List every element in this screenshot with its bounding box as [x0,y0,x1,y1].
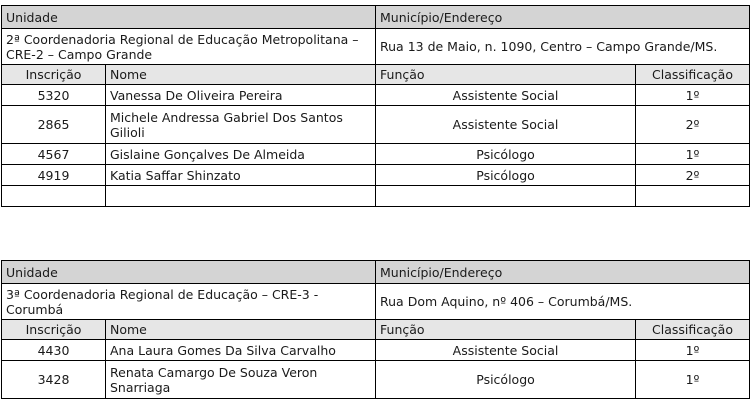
funcao-cell: Assistente Social [376,85,636,106]
nome-cell: Gislaine Gonçalves De Almeida [106,144,376,165]
funcao-cell: Assistente Social [376,340,636,361]
empty-row [2,186,750,207]
table-row [2,144,750,165]
nome-cell: Ana Laura Gomes Da Silva Carvalho [106,340,376,361]
endereco-value: Rua Dom Aquino, nº 406 – Corumbá/MS. [376,284,750,320]
section-table-cre3 [1,260,750,399]
municipio-header: Município/Endereço [376,261,750,284]
table-row [2,106,750,144]
col-funcao: Função [376,320,636,340]
classificacao-cell: 1º [636,361,750,399]
table-row [2,340,750,361]
col-funcao: Função [376,65,636,85]
funcao-cell: Psicólogo [376,165,636,186]
classificacao-cell: 2º [636,165,750,186]
inscricao-cell: 4567 [2,144,106,165]
col-classificacao: Classificação [636,65,750,85]
col-inscricao: Inscrição [2,320,106,340]
funcao-cell: Assistente Social [376,106,636,144]
table-row [2,165,750,186]
inscricao-cell: 4430 [2,340,106,361]
unidade-header: Unidade [2,261,376,284]
table-row [2,361,750,399]
col-inscricao: Inscrição [2,65,106,85]
classificacao-cell: 1º [636,85,750,106]
unidade-header: Unidade [2,6,376,29]
endereco-value: Rua 13 de Maio, n. 1090, Centro – Campo Grande/MS. [376,29,750,65]
inscricao-cell: 2865 [2,106,106,144]
nome-cell: Vanessa De Oliveira Pereira [106,85,376,106]
nome-cell: Renata Camargo De Souza Veron Snarriaga [106,361,376,399]
table-row [2,85,750,106]
funcao-cell: Psicólogo [376,361,636,399]
col-classificacao: Classificação [636,320,750,340]
classificacao-cell: 1º [636,144,750,165]
unidade-value: 3ª Coordenadoria Regional de Educação – CRE-3 - Corumbá [2,284,376,320]
funcao-cell: Psicólogo [376,144,636,165]
classificacao-cell: 2º [636,106,750,144]
municipio-header: Município/Endereço [376,6,750,29]
inscricao-cell: 4919 [2,165,106,186]
unidade-value: 2ª Coordenadoria Regional de Educação Metropolitana – CRE-2 – Campo Grande [2,29,376,65]
classificacao-cell: 1º [636,340,750,361]
inscricao-cell: 3428 [2,361,106,399]
nome-cell: Michele Andressa Gabriel Dos Santos Gilioli [106,106,376,144]
section-table-cre2 [1,5,750,207]
inscricao-cell: 5320 [2,85,106,106]
col-nome: Nome [106,320,376,340]
col-nome: Nome [106,65,376,85]
nome-cell: Katia Saffar Shinzato [106,165,376,186]
